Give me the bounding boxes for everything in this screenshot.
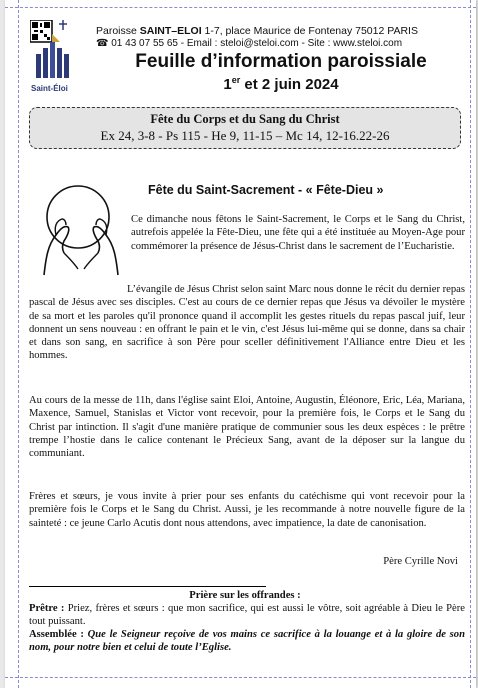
article-paragraph-3: Au cours de la messe de 11h, dans l'église saint Eloi, Antoine, Augustin, Éléonore, Eric, Léa, Mariana, Maxence, Samuel, Stanislas et Victor vont recevoir, pour la première fois, le Corps et le Sang du Christ par intinction. Il s'agit d'une manière pratique de communier sous les deux espèces : le prêtre trempe l’hostie dans le calice contenant le Précieux Sang, avant de la déposer sur la langue du communiant. — [29, 395, 465, 460]
margin-guide-left — [18, 0, 19, 688]
margin-guide-top — [5, 7, 476, 8]
assembly-label: Assemblée : — [29, 629, 84, 640]
parish-name: SAINT–ELOI — [139, 25, 202, 37]
article-paragraph-1: Ce dimanche nous fêtons le Saint-Sacrement, le Corps et le Sang du Christ, autrefois appelée la Fête-Dieu, une fête qui a été instituée au Moyen-Age pour commémorer la présence de Jésus-Christ dans le sacrement de l’Eucharistie. — [131, 214, 465, 252]
article-paragraph-4: Frères et sœurs, je vous invite à prier pour ses enfants du catéchisme qui vont recevoir pour la première fois le Corps et le Sang du Christ. Aussi, je les recommande à notre nouvelle figure de la sainteté : ce jeune Carlo Acutis dont nous attendons, avec impatience, la date de canonisation. — [29, 491, 465, 529]
margin-guide-right — [470, 0, 471, 688]
margin-guide-bottom — [5, 677, 476, 678]
divider — [29, 586, 266, 587]
prayer-title: Prière sur les offrandes : — [189, 590, 301, 601]
priest-label: Prêtre : — [29, 603, 65, 614]
parish-address: Paroisse SAINT–ELOI 1-7, place Maurice de Fontenay 75012 PARIS — [96, 25, 418, 37]
feast-box — [29, 107, 461, 149]
bulletin-date: 1er et 2 juin 2024 — [223, 75, 339, 93]
priest-prayer: Prêtre : Priez, frères et sœurs : que mon sacrifice, qui est aussi le vôtre, soit agréable à Dieu le Père tout puissant. — [29, 603, 465, 627]
article-paragraph-2: L’évangile de Jésus Christ selon saint Marc nous donne le récit du dernier repas pascal de Jésus avec ses disciples. C'est au cours de ce dernier repas que Jésus va dévoiler le mystère de sa mort et les paroles qu'il prononce quand il accomplit les gestes rituels du repas pascal juif, leur donnent un sens nouveau : en offrant le pain et le vin, c'est Jésus lui-même qui se donne, dans sa chair et dans son sang, en sacrifice à son Père pour sceller définitivement l'Alliance entre Dieu et les hommes. — [29, 284, 465, 362]
assembly-prayer: Assemblée : Que le Seigneur reçoive de vos mains ce sacrifice à la louange et à la gloire de son nom, pour notre bien et celui de toute l’Eglise. — [29, 629, 465, 653]
signature: Père Cyrille Novi — [383, 556, 458, 567]
host-elevation-icon — [34, 183, 126, 279]
bulletin-title: Feuille d’information paroissiale — [135, 51, 427, 72]
article-title: Fête du Saint-Sacrement - « Fête-Dieu » — [148, 183, 384, 197]
feast-readings: Ex 24, 3-8 - Ps 115 - He 9, 11-15 – Mc 14, 12-16.22-26 — [100, 128, 390, 143]
logo-caption: Saint-Éloi — [31, 84, 68, 93]
feast-title: Fête du Corps et du Sang du Christ — [150, 112, 340, 126]
contact-line: ☎ 01 43 07 55 65 - Email : steloi@steloi.com - Site : www.steloi.com — [96, 38, 403, 49]
